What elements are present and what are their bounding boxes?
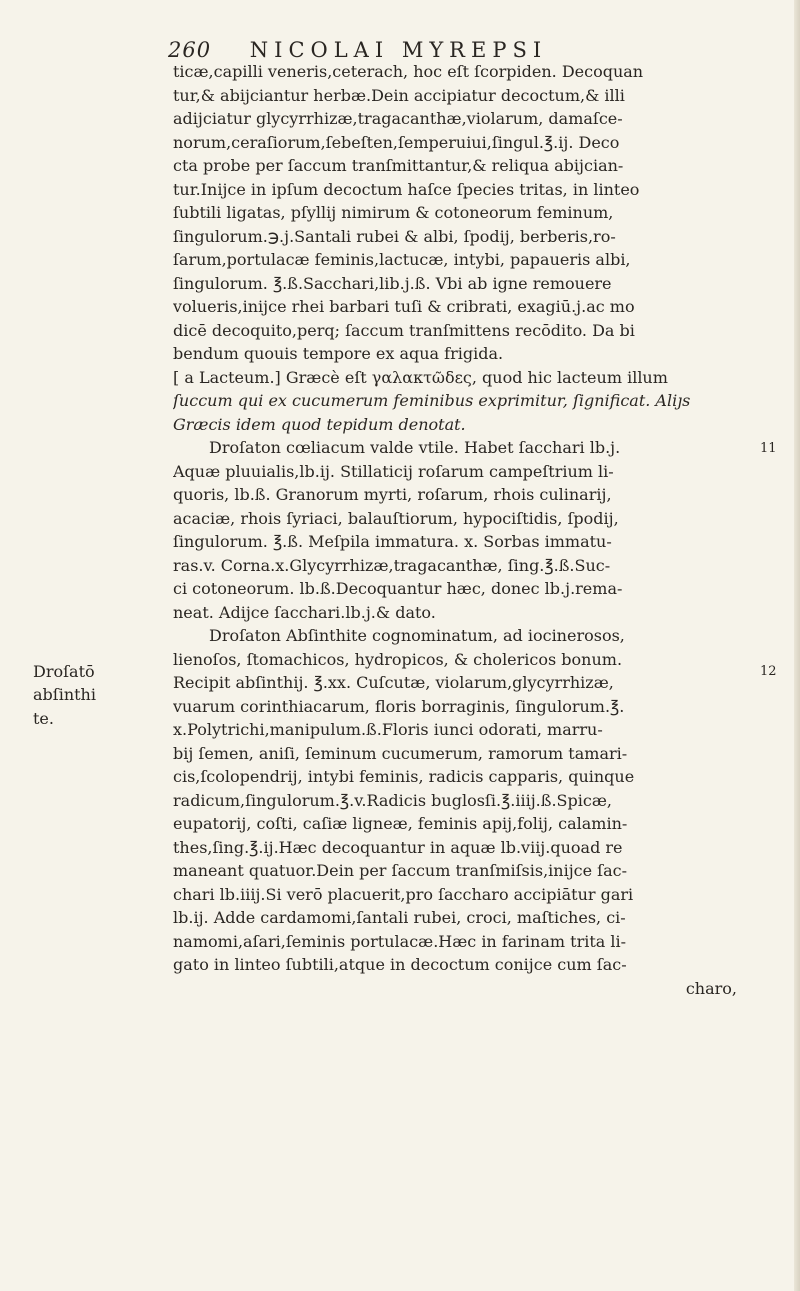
margin-note-heading: abſinthi	[33, 685, 96, 704]
text-line: bij ſemen, aniſi, ſeminum cucumerum, ramorum tamari-	[173, 743, 628, 763]
note-line: [ a Lacteum.] Græcè eſt γαλακτῶδες, quod hic lacteum illum	[173, 367, 668, 387]
text-line: cta probe per ſaccum tranſmittantur,& reliqua abijcian-	[173, 156, 624, 175]
text-line: x.Polytrichi,manipulum.ß.Floris iunci odorati, marru-	[173, 720, 603, 739]
text-line: Droſaton Abſinthite cognominatum, ad iocinerosos,	[209, 626, 625, 645]
text-line: tur,& abijciantur herbæ.Dein accipiatur decoctum,& illi	[173, 85, 625, 105]
text-line: ſingulorum.℈.j.Santali rubei & albi, ſpodij, berberis,ro-	[173, 226, 616, 246]
text-line: ſingulorum. ℥.ß.Sacchari,lib.j.ß. Vbi ab igne remouere	[173, 273, 612, 293]
text-line: cis,ſcolopendrij, intybi feminis, radicis capparis, quinque	[173, 767, 635, 786]
text-line: norum,ceraſiorum,ſebeſten,ſemperuiui,ſingul.℥.ij. Deco	[173, 132, 620, 152]
text-line: ſarum,portulacæ feminis,lactucæ, intybi, papaueris albi,	[173, 250, 631, 269]
text-line: radicum,ſingulorum.℥.v.Radicis buglosſi.℥.iiij.ß.Spicæ,	[173, 790, 612, 810]
text-line: eupatorij, coſti, caſiæ ligneæ, feminis apij,folij, calamin-	[173, 814, 628, 833]
text-line: quoris, lb.ß. Granorum myrti, roſarum, rhois culinarij,	[173, 485, 612, 504]
margin-recipe-number: 11	[760, 441, 777, 456]
text-line: ci cotoneorum. lb.ß.Decoquantur hæc, donec lb.j.rema-	[173, 579, 623, 598]
text-line: namomi,aſari,ſeminis portulacæ.Hæc in farinam trita li-	[173, 931, 627, 951]
text-line: ſingulorum. ℥.ß. Meſpila immatura. x. Sorbas immatu-	[173, 532, 612, 551]
text-line: chari lb.iiij.Si verō placuerit,pro ſaccharo accipiātur gari	[173, 884, 634, 904]
text-line: lienoſos, ſtomachicos, hydropicos, & cholericos bonum.	[173, 649, 623, 669]
text-line: bendum quouis tempore ex aqua frigida.	[173, 344, 504, 363]
text-line: vuarum corinthiacarum, floris borraginis, ſingulorum.℥.	[173, 696, 625, 716]
margin-recipe-number: 12	[760, 664, 777, 679]
text-line: ticæ,capilli veneris,ceterach, hoc eſt ſcorpiden. Decoquan	[173, 62, 644, 81]
main-text	[173, 60, 737, 1000]
text-line: neat. Adijce ſacchari.lb.j.& dato.	[173, 602, 436, 622]
text-line: gato in linteo ſubtili,atque in decoctum conijce cum ſac-	[173, 955, 627, 974]
note-line: Græcis idem quod tepidum denotat.	[173, 414, 466, 434]
text-line: thes,ſing.℥.ij.Hæc decoquantur in aquæ lb.viij.quoad re	[173, 837, 623, 857]
margin-note-heading: te.	[33, 709, 54, 728]
catchword: charo,	[685, 978, 737, 998]
page-number: 260	[168, 38, 212, 62]
text-line: adijciatur glycyrrhizæ,tragacanthæ,violarum, damaſce-	[173, 109, 623, 128]
text-line: ras.v. Corna.x.Glycyrrhizæ,tragacanthæ, ſing.℥.ß.Suc-	[173, 555, 611, 575]
margin-note-heading: Droſatō	[33, 662, 95, 681]
note-line: ſuccum qui ex cucumerum feminibus exprimitur, ſignificat. Aliȷs	[173, 391, 691, 410]
running-header	[168, 38, 708, 62]
text-line: volueris,inijce rhei barbari tuſi & cribrati, exagiū.j.ac mo	[173, 297, 635, 316]
text-line: lb.ij. Adde cardamomi,ſantali rubei, croci, maſtiches, ci-	[173, 908, 626, 927]
text-line: ſubtili ligatas, pſyllij nimirum & cotoneorum feminum,	[173, 203, 614, 222]
text-line: maneant quatuor.Dein per ſaccum tranſmiſsis,inijce ſac-	[173, 861, 627, 880]
text-line: acaciæ, rhois ſyriaci, balauſtiorum, hypociſtidis, ſpodij,	[173, 508, 619, 528]
text-line: Aquæ pluuialis,lb.ij. Stillaticij roſarum campeſtrium li-	[173, 461, 614, 481]
page-edge	[794, 0, 800, 1291]
text-line: tur.Inijce in ipſum decoctum haſce ſpecies tritas, in linteo	[173, 179, 640, 199]
text-line: dicē decoquito,perq; ſaccum tranſmittens recōdito. Da bi	[173, 320, 635, 340]
text-line: Droſaton cœliacum valde vtile. Habet ſacchari lb.j.	[209, 438, 621, 457]
running-title: NICOLAI MYREPSI	[249, 38, 548, 62]
text-line: Recipit abſinthij. ℥.xx. Cuſcutæ, violarum,glycyrrhizæ,	[173, 673, 614, 692]
